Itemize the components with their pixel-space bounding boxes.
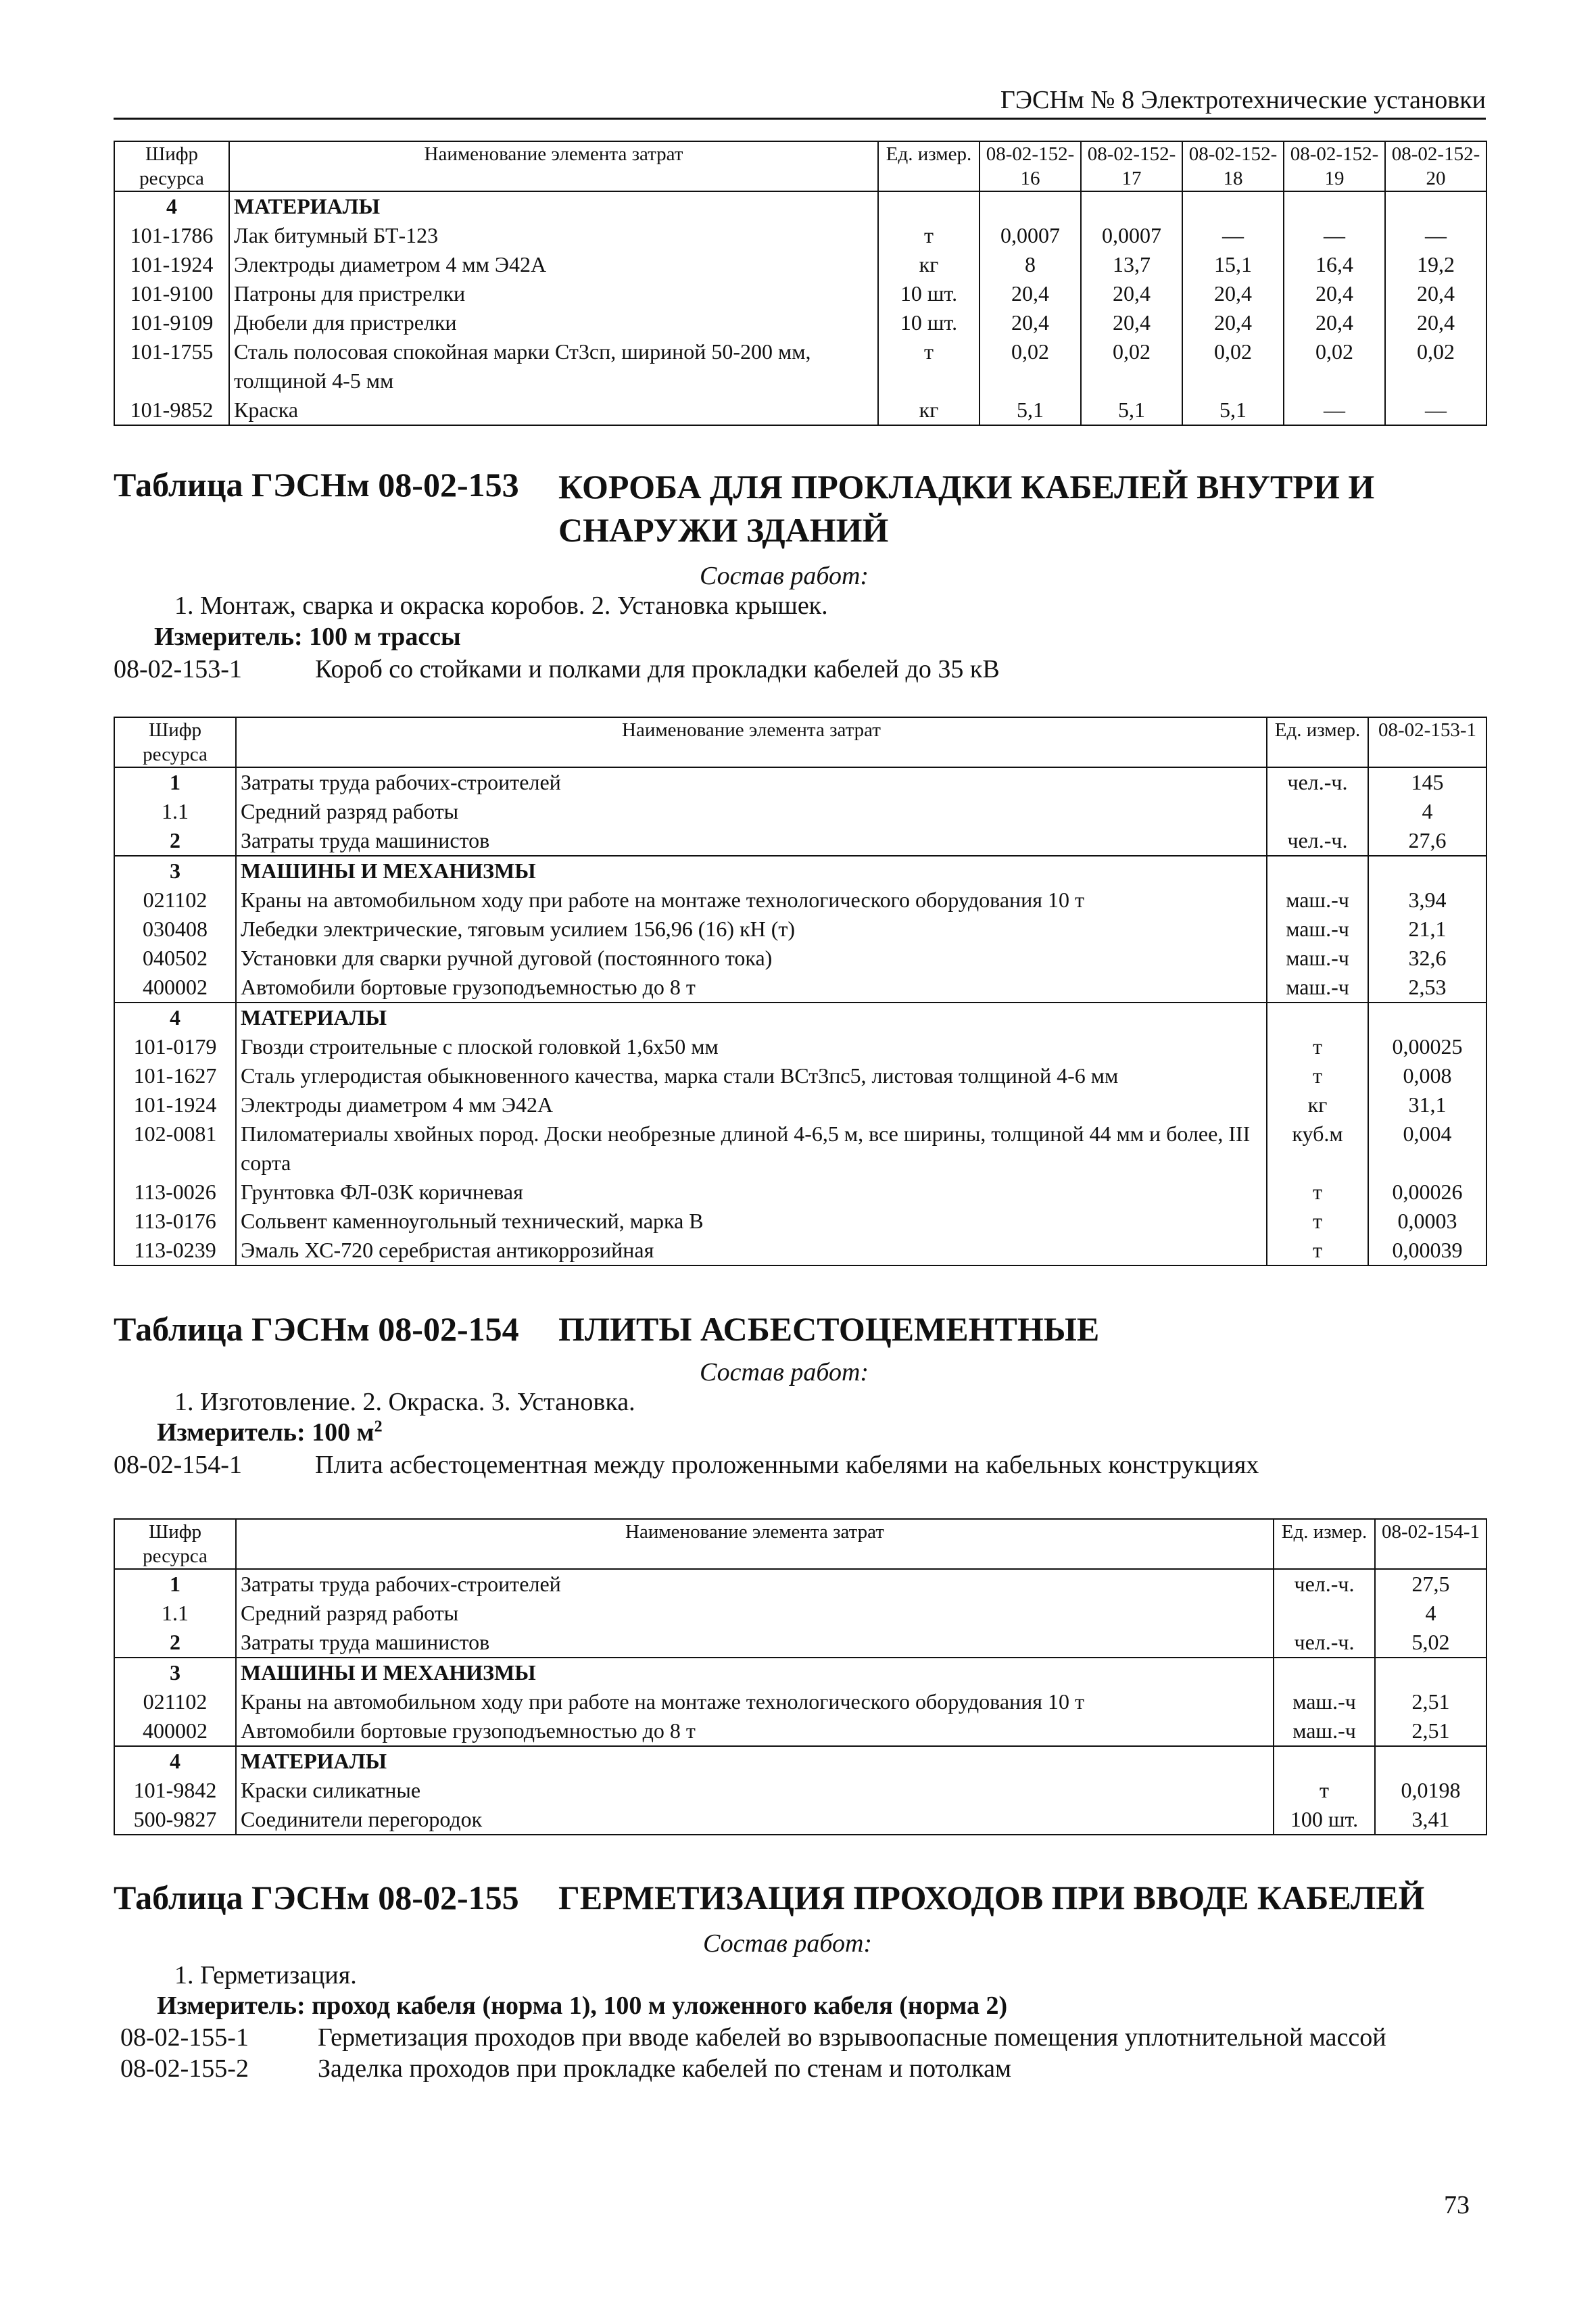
table-row [114,1003,1486,1032]
sostav-heading-153: Состав работ: [700,562,869,590]
works-list-153: 1. Монтаж, сварка и окраска коробов. 2. Установка крышек. [174,592,828,620]
value-cell: 145 [1368,767,1486,797]
section-name: МАТЕРИАЛЫ [229,191,878,221]
resource-code: 3 [114,1658,236,1687]
table-row [114,1178,1486,1207]
resource-code: 500-9827 [114,1805,236,1835]
resource-name: Сталь полосовая спокойная марки Ст3сп, шириной 50-200 мм, толщиной 4-5 мм [229,337,878,395]
table-row [114,1599,1486,1628]
resource-code: 400002 [114,973,236,1003]
resource-name: Грунтовка ФЛ-03К коричневая [236,1178,1267,1207]
value-cell: 4 [1368,797,1486,826]
value-cell: 0,0007 [980,221,1081,250]
table-row [114,1032,1486,1061]
table-label-154: Таблица ГЭСНм 08-02-154 [114,1310,519,1348]
resource-name: Соединители перегородок [236,1805,1274,1835]
table-row [114,1569,1486,1599]
column-header: Ед. измер. [1267,717,1368,767]
value-cell: — [1385,395,1486,425]
value-cell: 0,00026 [1368,1178,1486,1207]
value-cell: 0,0003 [1368,1207,1486,1236]
table-title-154: ПЛИТЫ АСБЕСТОЦЕМЕНТНЫЕ [558,1310,1100,1348]
table-row [114,1658,1486,1687]
table-title-153: КОРОБА ДЛЯ ПРОКЛАДКИ КАБЕЛЕЙ ВНУТРИ И СНАРУЖИ ЗДАНИЙ [558,468,1375,549]
value-cell: 5,1 [980,395,1081,425]
value-cell [1368,1003,1486,1032]
value-cell: 20,4 [1385,308,1486,337]
table-row [114,767,1486,797]
resources-table-154 [114,1518,1487,1835]
unit-cell: т [1267,1032,1368,1061]
value-cell: 20,4 [1182,279,1284,308]
empty-cell [980,191,1081,221]
resource-code: 4 [114,1746,236,1776]
resource-name: Лебедки электрические, тяговым усилием 156,96 (16) кН (т) [236,915,1267,944]
column-header: 08-02-152-19 [1284,141,1385,191]
sostav-heading-155: Состав работ: [703,1929,873,1958]
table-row [114,279,1486,308]
empty-cell [1182,191,1284,221]
item-code-155-1: 08-02-155-1 [120,2023,249,2052]
table-row [114,797,1486,826]
unit-cell: кг [1267,1090,1368,1119]
column-header: 08-02-153-1 [1368,717,1486,767]
table-header-row [114,717,1486,767]
column-header: Шифр ресурса [114,1519,236,1569]
resource-name: Краска [229,395,878,425]
measure-155: Измеритель: проход кабеля (норма 1), 100 м уложенного кабеля (норма 2) [157,1992,1008,2020]
table-row [114,1061,1486,1090]
table-label-153: Таблица ГЭСНм 08-02-153 [114,466,519,504]
column-header: 08-02-154-1 [1375,1519,1486,1569]
value-cell: 0,02 [1385,337,1486,395]
value-cell: 3,94 [1368,886,1486,915]
item-name-153-1: Короб со стойками и полками для прокладки кабелей до 35 кВ [315,655,1000,683]
table-header-row [114,1519,1486,1569]
table-row [114,1746,1486,1776]
value-cell: 31,1 [1368,1090,1486,1119]
column-header: Наименование элемента затрат [236,717,1267,767]
value-cell: 0,02 [980,337,1081,395]
resource-code: 1 [114,767,236,797]
value-cell: 0,02 [1284,337,1385,395]
table-row [114,1687,1486,1716]
value-cell: 5,1 [1182,395,1284,425]
unit-cell [1274,1599,1375,1628]
column-header: 08-02-152-17 [1081,141,1182,191]
table-row [114,1236,1486,1265]
item-name-154-1: Плита асбестоцементная между проложенными кабелями на кабельных конструкциях [315,1451,1259,1479]
empty-cell [1284,191,1385,221]
unit-cell: маш.-ч [1267,915,1368,944]
column-header: Наименование элемента затрат [229,141,878,191]
table-row [114,1628,1486,1658]
table-row [114,395,1486,425]
value-cell: 13,7 [1081,250,1182,279]
unit-cell: куб.м [1267,1119,1368,1178]
resource-name: Патроны для пристрелки [229,279,878,308]
resource-name: Средний разряд работы [236,797,1267,826]
resource-name: МАШИНЫ И МЕХАНИЗМЫ [236,856,1267,886]
item-name-155-2: Заделка проходов при прокладке кабелей по стенам и потолкам [318,2054,1012,2083]
unit-cell: т [1267,1061,1368,1090]
resource-code: 2 [114,1628,236,1658]
unit-cell: т [1274,1776,1375,1805]
value-cell: 8 [980,250,1081,279]
resource-code: 113-0176 [114,1207,236,1236]
unit-cell: чел.-ч. [1274,1628,1375,1658]
unit-cell: 100 шт. [1274,1805,1375,1835]
resource-name: Затраты труда рабочих-строителей [236,1569,1274,1599]
value-cell: 0,0007 [1081,221,1182,250]
item-code-155-2: 08-02-155-2 [120,2054,249,2083]
value-cell: 0,008 [1368,1061,1486,1090]
resource-name: Установки для сварки ручной дуговой (постоянного тока) [236,944,1267,973]
table-row [114,973,1486,1003]
unit-cell: маш.-ч [1267,973,1368,1003]
measure-154 [157,1418,383,1447]
table-row [114,915,1486,944]
resource-code: 101-1786 [114,221,229,250]
resource-code: 101-1627 [114,1061,236,1090]
resource-code: 040502 [114,944,236,973]
works-list-154: 1. Изготовление. 2. Окраска. 3. Установка. [174,1388,635,1416]
empty-cell [1081,191,1182,221]
resource-code: 101-9100 [114,279,229,308]
value-cell: 5,02 [1375,1628,1486,1658]
value-cell: 20,4 [1284,279,1385,308]
resource-name: Пиломатериалы хвойных пород. Доски необрезные длиной 4-6,5 м, все ширины, толщиной 44 мм и более, III сорта [236,1119,1267,1178]
value-cell: 10 шт. [878,308,980,337]
unit-cell: чел.-ч. [1274,1569,1375,1599]
value-cell: 5,1 [1081,395,1182,425]
unit-cell: чел.-ч. [1267,826,1368,856]
value-cell [1368,856,1486,886]
resource-name: Затраты труда машинистов [236,826,1267,856]
table-row [114,1090,1486,1119]
resource-name: Автомобили бортовые грузоподъемностью до 8 т [236,973,1267,1003]
value-cell: — [1385,221,1486,250]
resource-code: 101-1755 [114,337,229,395]
table-row [114,856,1486,886]
table-row [114,337,1486,395]
item-code-153-1: 08-02-153-1 [114,655,242,683]
measure-154-text: Измеритель: 100 м [157,1418,374,1447]
unit-cell: т [1267,1178,1368,1207]
value-cell: 19,2 [1385,250,1486,279]
unit-cell [1274,1746,1375,1776]
value-cell [1375,1658,1486,1687]
value-cell: — [1182,221,1284,250]
unit-cell [1274,1658,1375,1687]
resource-name: Средний разряд работы [236,1599,1274,1628]
resource-code: 021102 [114,886,236,915]
value-cell: 32,6 [1368,944,1486,973]
value-cell: 20,4 [1385,279,1486,308]
value-cell: т [878,221,980,250]
value-cell: 21,1 [1368,915,1486,944]
sostav-heading-154: Состав работ: [700,1358,869,1386]
value-cell: 16,4 [1284,250,1385,279]
value-cell: 2,53 [1368,973,1486,1003]
resource-name: Автомобили бортовые грузоподъемностью до 8 т [236,1716,1274,1746]
resource-code: 101-9842 [114,1776,236,1805]
value-cell: 0,00025 [1368,1032,1486,1061]
unit-cell [1267,856,1368,886]
resource-name: Краны на автомобильном ходу при работе на монтаже технологического оборудования 10 т [236,1687,1274,1716]
resource-code: 400002 [114,1716,236,1746]
resource-code: 113-0239 [114,1236,236,1265]
value-cell: 2,51 [1375,1716,1486,1746]
resource-code: 030408 [114,915,236,944]
unit-cell [1267,1003,1368,1032]
value-cell: кг [878,250,980,279]
resource-code: 101-9109 [114,308,229,337]
table-row [114,1119,1486,1178]
value-cell: 20,4 [980,279,1081,308]
resource-code: 021102 [114,1687,236,1716]
table-row [114,1805,1486,1835]
column-header: Наименование элемента затрат [236,1519,1274,1569]
value-cell: т [878,337,980,395]
resource-name: Сольвент каменноугольный технический, марка В [236,1207,1267,1236]
section-row [114,191,1486,221]
page-number: 73 [1444,2191,1470,2219]
resource-code: 113-0026 [114,1178,236,1207]
unit-cell: маш.-ч [1267,886,1368,915]
table-row [114,944,1486,973]
empty-cell [1385,191,1486,221]
resource-name: Гвозди строительные с плоской головкой 1,6х50 мм [236,1032,1267,1061]
value-cell: 20,4 [980,308,1081,337]
resource-name: МАШИНЫ И МЕХАНИЗМЫ [236,1658,1274,1687]
unit-cell: маш.-ч [1274,1687,1375,1716]
value-cell: — [1284,395,1385,425]
table-row [114,826,1486,856]
resource-code: 101-1924 [114,1090,236,1119]
measure-154-sup: 2 [374,1418,383,1436]
unit-cell: маш.-ч [1267,944,1368,973]
unit-cell [1267,797,1368,826]
value-cell: 27,6 [1368,826,1486,856]
value-cell: 27,5 [1375,1569,1486,1599]
resource-name: Эмаль ХС-720 серебристая антикоррозийная [236,1236,1267,1265]
table-header-row [114,141,1486,191]
table-row [114,250,1486,279]
resource-name: Затраты труда рабочих-строителей [236,767,1267,797]
resource-name: Электроды диаметром 4 мм Э42А [229,250,878,279]
resource-name: Лак битумный БТ-123 [229,221,878,250]
resource-code: 101-9852 [114,395,229,425]
value-cell: 0,004 [1368,1119,1486,1178]
value-cell: 2,51 [1375,1687,1486,1716]
table-title-155: ГЕРМЕТИЗАЦИЯ ПРОХОДОВ ПРИ ВВОДЕ КАБЕЛЕЙ [558,1879,1425,1916]
table-row [114,1207,1486,1236]
value-cell: 3,41 [1375,1805,1486,1835]
value-cell: 10 шт. [878,279,980,308]
resource-name: МАТЕРИАЛЫ [236,1003,1267,1032]
value-cell: 0,00039 [1368,1236,1486,1265]
value-cell: 0,02 [1182,337,1284,395]
section-code: 4 [114,191,229,221]
column-header: Шифр ресурса [114,141,229,191]
value-cell: 0,02 [1081,337,1182,395]
unit-cell: т [1267,1207,1368,1236]
table-label-155: Таблица ГЭСНм 08-02-155 [114,1879,519,1916]
column-header: 08-02-152-18 [1182,141,1284,191]
item-name-155-1: Герметизация проходов при вводе кабелей во взрывоопасные помещения уплотнительной массой [318,2023,1386,2052]
value-cell: 15,1 [1182,250,1284,279]
table-row [114,1716,1486,1746]
value-cell: 20,4 [1284,308,1385,337]
unit-cell: чел.-ч. [1267,767,1368,797]
resource-code: 1 [114,1569,236,1599]
value-cell [1375,1746,1486,1776]
empty-cell [878,191,980,221]
item-code-154-1: 08-02-154-1 [114,1451,242,1479]
unit-cell: т [1267,1236,1368,1265]
value-cell: 20,4 [1182,308,1284,337]
resource-code: 3 [114,856,236,886]
running-header: ГЭСНм № 8 Электротехнические установки [114,85,1486,120]
resource-name: Краски силикатные [236,1776,1274,1805]
resource-code: 1.1 [114,1599,236,1628]
table-row [114,886,1486,915]
resource-code: 102-0081 [114,1119,236,1178]
unit-cell: маш.-ч [1274,1716,1375,1746]
resource-code: 101-1924 [114,250,229,279]
table-row [114,221,1486,250]
column-header: Ед. измер. [878,141,980,191]
table-row [114,308,1486,337]
column-header: 08-02-152-20 [1385,141,1486,191]
resource-name: Затраты труда машинистов [236,1628,1274,1658]
works-list-155: 1. Герметизация. [174,1961,357,1989]
resource-code: 1.1 [114,797,236,826]
value-cell: 4 [1375,1599,1486,1628]
resource-name: Сталь углеродистая обыкновенного качества, марка стали ВСт3пс5, листовая толщиной 4-6 мм [236,1061,1267,1090]
resource-name: Краны на автомобильном ходу при работе на монтаже технологического оборудования 10 т [236,886,1267,915]
resource-code: 4 [114,1003,236,1032]
value-cell: 0,0198 [1375,1776,1486,1805]
value-cell: кг [878,395,980,425]
value-cell: 20,4 [1081,279,1182,308]
column-header: Ед. измер. [1274,1519,1375,1569]
table-row [114,1776,1486,1805]
materials-table-152 [114,141,1487,426]
column-header: 08-02-152-16 [980,141,1081,191]
resource-name: Дюбели для пристрелки [229,308,878,337]
resource-code: 101-0179 [114,1032,236,1061]
measure-153: Измеритель: 100 м трассы [154,623,461,651]
resource-name: Электроды диаметром 4 мм Э42А [236,1090,1267,1119]
resource-name: МАТЕРИАЛЫ [236,1746,1274,1776]
value-cell: 20,4 [1081,308,1182,337]
resource-code: 2 [114,826,236,856]
value-cell: — [1284,221,1385,250]
column-header: Шифр ресурса [114,717,236,767]
resources-table-153 [114,717,1487,1266]
